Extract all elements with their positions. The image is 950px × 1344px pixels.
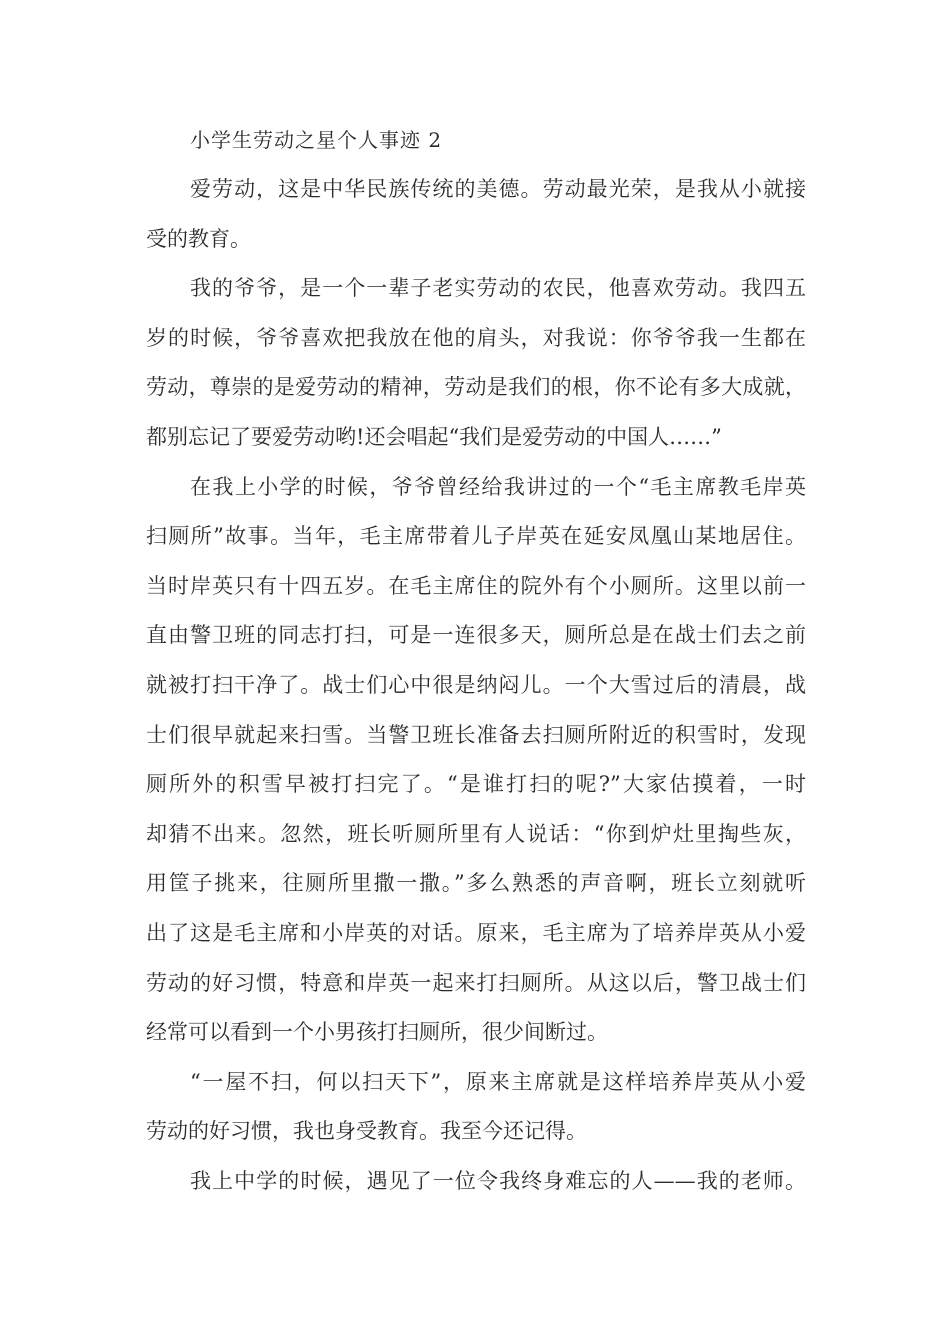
text-line: 出了这是毛主席和小岸英的对话。原来，毛主席为了培养岸英从小爱	[146, 921, 806, 945]
text-line: 扫厕所”故事。当年，毛主席带着儿子岸英在延安凤凰山某地居住。	[146, 524, 806, 548]
text-line: 我的爷爷，是一个一辈子老实劳动的农民，他喜欢劳动。我四五	[190, 276, 806, 300]
text-line: 受的教育。	[146, 227, 251, 251]
text-line: 厕所外的积雪早被打扫完了。“是谁打扫的呢?”大家估摸着，一时	[146, 772, 806, 796]
text-line: 我上中学的时候，遇见了一位令我终身难忘的人——我的老师。	[190, 1169, 806, 1193]
text-line: 劳动的好习惯，特意和岸英一起来打扫厕所。从这以后，警卫战士们	[146, 971, 806, 995]
text-line: 直由警卫班的同志打扫，可是一连很多天，厕所总是在战士们去之前	[146, 623, 806, 647]
text-line: 却猜不出来。忽然，班长听厕所里有人说话：“你到炉灶里掏些灰，	[146, 822, 806, 846]
text-line: 都别忘记了要爱劳动哟!还会唱起“我们是爱劳动的中国人……”	[146, 425, 722, 449]
text-line: 劳动，尊崇的是爱劳动的精神，劳动是我们的根，你不论有多大成就，	[146, 375, 806, 399]
text-line: 用筐子挑来，往厕所里撒一撒。”多么熟悉的声音啊，班长立刻就听	[146, 871, 806, 895]
text-line: 当时岸英只有十四五岁。在毛主席住的院外有个小厕所。这里以前一	[146, 574, 806, 598]
text-line: 劳动的好习惯，我也身受教育。我至今还记得。	[146, 1119, 587, 1143]
text-line: 就被打扫干净了。战士们心中很是纳闷儿。一个大雪过后的清晨，战	[146, 673, 806, 697]
text-line: 在我上小学的时候，爷爷曾经给我讲过的一个“毛主席教毛岸英	[190, 475, 806, 499]
text-line: 士们很早就起来扫雪。当警卫班长准备去扫厕所附近的积雪时，发现	[146, 723, 806, 747]
document-title: 小学生劳动之星个人事迹 2	[190, 128, 443, 152]
text-line: “一屋不扫，何以扫天下”，原来主席就是这样培养岸英从小爱	[190, 1070, 806, 1094]
text-line: 岁的时候，爷爷喜欢把我放在他的肩头，对我说：你爷爷我一生都在	[146, 326, 806, 350]
text-line: 经常可以看到一个小男孩打扫厕所，很少间断过。	[146, 1020, 608, 1044]
text-line: 爱劳动，这是中华民族传统的美德。劳动最光荣，是我从小就接	[190, 177, 806, 201]
